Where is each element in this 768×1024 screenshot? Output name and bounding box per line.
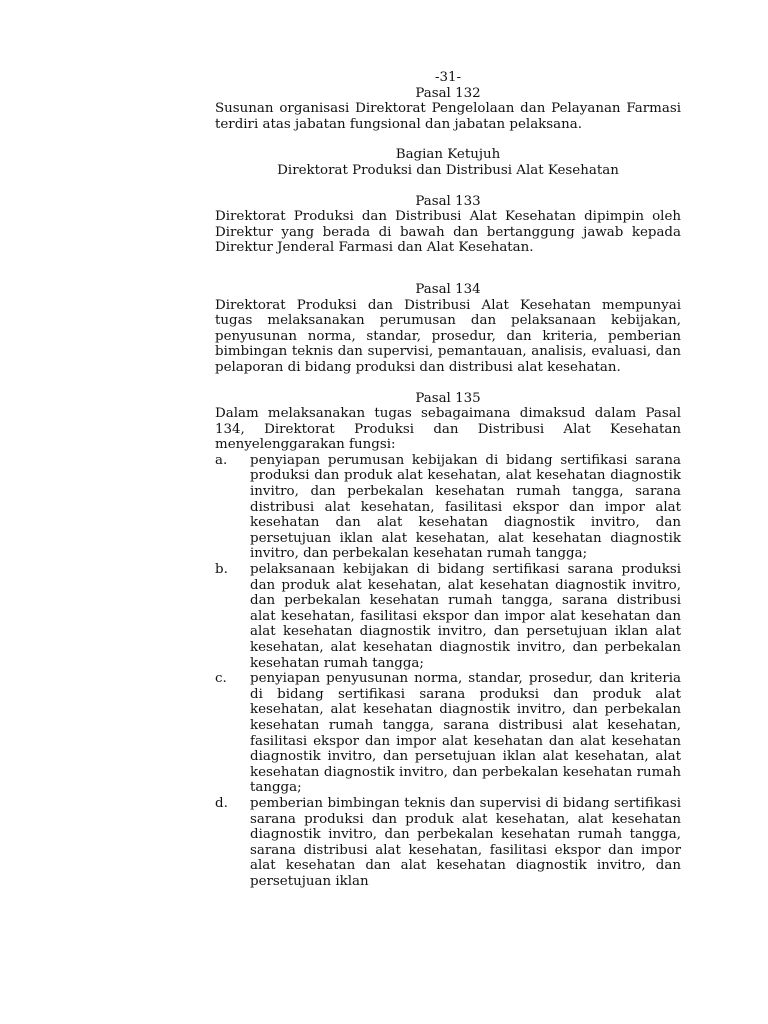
pasal-133-heading: Pasal 133 (415, 193, 481, 209)
pasal-135-intro: Dalam melaksanakan tugas sebagaimana dimaksud dalam Pasal 134, Direktorat Produksi dan Distribusi Alat Kesehatan menyelenggarakan fungsi: (215, 406, 681, 453)
spacer (215, 179, 681, 194)
list-item-text: penyiapan perumusan kebijakan di bidang sertifikasi sarana produksi dan produk alat kesehatan, alat kesehatan diagnostik invitro, dan perbekalan kesehatan rumah tangga, sarana distribusi alat kesehatan, fasilitasi ekspor dan impor alat kesehatan dan alat kesehatan diagnostik invitro, dan persetujuan iklan alat kesehatan, alat kesehatan diagnostik invitro, dan perbekalan kesehatan rumah tangga; (250, 452, 681, 562)
list-item-text: pelaksanaan kebijakan di bidang sertifikasi sarana produksi dan produk alat kesehatan, alat kesehatan diagnostik invitro, dan perbekalan kesehatan rumah tangga, sarana distribusi alat kesehatan, fasilitasi ekspor dan impor alat kesehatan dan alat kesehatan diagnostik invitro, dan persetujuan iklan alat kesehatan, alat kesehatan diagnostik invitro, dan perbekalan kesehatan rumah tangga; (250, 562, 681, 671)
pasal-134-text: Direktorat Produksi dan Distribusi Alat Kesehatan mempunyai tugas melaksanakan perumusan dan pelaksanaan kebijakan, penyusunan norma, standar, prosedur, dan kriteria, pemberian bimbingan teknis dan supervisi, pemantauan, analisis, evaluasi, dan pelaporan di bidang produksi dan distribusi alat kesehatan. (215, 297, 681, 375)
list-item-marker: d. (215, 795, 228, 811)
spacer (215, 132, 681, 147)
page-number: -31- (434, 70, 462, 85)
bagian-heading: Bagian Ketujuh (395, 147, 501, 163)
spacer (215, 376, 681, 391)
list-item-text: pemberian bimbingan teknis dan supervisi di bidang sertifikasi sarana produksi dan produk alat kesehatan, alat kesehatan diagnostik invitro, dan perbekalan kesehatan rumah tangga, sarana distribusi alat kesehatan, fasilitasi ekspor dan impor alat kesehatan dan alat kesehatan diagnostik invitro, dan persetujuan iklan (250, 795, 681, 889)
pasal-135-heading: Pasal 135 (415, 390, 481, 406)
list-item-text: penyiapan penyusunan norma, standar, prosedur, dan kriteria di bidang sertifikasi sarana produksi dan produk alat kesehatan, alat kesehatan diagnostik invitro, dan perbekalan kesehatan rumah tangga, sarana distribusi alat kesehatan, fasilitasi ekspor dan impor alat kesehatan dan alat kesehatan diagnostik invitro, dan persetujuan iklan alat kesehatan, alat kesehatan diagnostik invitro, dan perbekalan kesehatan rumah tangga; (250, 671, 681, 796)
list-item (215, 671, 681, 796)
list-item (215, 562, 681, 671)
spacer (215, 256, 681, 282)
pasal-133-text: Direktorat Produksi dan Distribusi Alat Kesehatan dipimpin oleh Direktur yang berada di bawah dan bertanggung jawab kepada Direktur Jenderal Farmasi dan Alat Kesehatan. (215, 209, 681, 256)
list-item (215, 453, 681, 562)
list-item-marker: b. (215, 562, 228, 578)
list-item (215, 796, 681, 890)
bagian-subheading: Direktorat Produksi dan Distribusi Alat Kesehatan (277, 162, 619, 178)
pasal-132-heading: Pasal 132 (415, 85, 481, 101)
list-item-marker: a. (215, 452, 228, 468)
pasal-132-text: Susunan organisasi Direktorat Pengelolaan dan Pelayanan Farmasi terdiri atas jabatan fungsional dan jabatan pelaksana. (215, 101, 681, 132)
list-item-marker: c. (215, 671, 227, 687)
document-page (215, 70, 681, 890)
pasal-134-heading: Pasal 134 (415, 281, 481, 297)
pasal-135-function-list (215, 453, 681, 890)
